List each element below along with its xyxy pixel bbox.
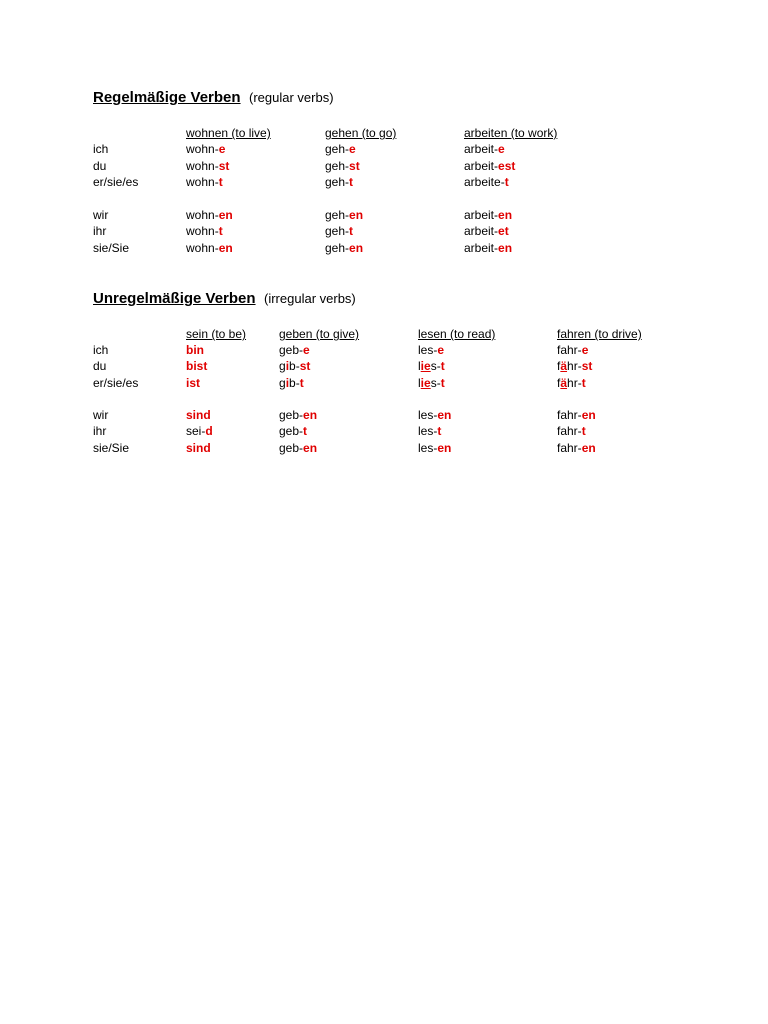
verb-stem: arbeit-	[464, 241, 499, 255]
verb-stem: wohn-	[186, 175, 219, 189]
verb-ending: e	[303, 343, 310, 357]
regular-pronoun: er/sie/es	[93, 175, 139, 189]
verb-ending: ie	[420, 359, 431, 373]
regular-verbs-subtitle: (regular verbs)	[249, 90, 334, 105]
regular-verbs-title: Regelmäßige Verben	[93, 89, 241, 106]
irregular-column-header: geben (to give)	[279, 327, 360, 341]
irregular-conjugation-cell	[418, 359, 445, 373]
irregular-pronoun: ihr	[93, 424, 107, 438]
verb-stem: b-	[289, 359, 300, 373]
verb-stem: l	[418, 359, 421, 373]
verb-ending: t	[218, 224, 223, 238]
verb-ending: t	[349, 175, 354, 189]
irregular-conjugation-cell	[557, 359, 592, 373]
verb-ending: en	[303, 408, 318, 422]
verb-ending: sind	[186, 408, 211, 422]
verb-ending: en	[498, 208, 513, 222]
regular-conjugation-cell	[325, 224, 353, 238]
verb-ending: en	[303, 441, 318, 455]
verb-stem: arbeit-	[464, 224, 499, 238]
verb-stem: les-	[418, 424, 438, 438]
regular-conjugation-cell	[186, 208, 233, 222]
verb-stem: geb-	[279, 424, 304, 438]
verb-ending: i	[285, 376, 290, 390]
regular-conjugation-cell	[464, 142, 505, 156]
verb-stem: geb-	[279, 408, 304, 422]
irregular-conjugation-cell	[279, 359, 310, 373]
irregular-verbs-title: Unregelmäßige Verben	[93, 290, 256, 307]
verb-ending: st	[581, 359, 593, 373]
regular-pronoun: ihr	[93, 224, 107, 238]
verb-stem: wohn-	[186, 224, 219, 238]
verb-stem: fahr-	[557, 408, 582, 422]
irregular-pronoun: wir	[93, 408, 109, 422]
irregular-conjugation-cell	[557, 424, 586, 438]
regular-conjugation-cell	[464, 241, 512, 255]
verb-ending: i	[285, 359, 290, 373]
verb-ending: en	[349, 241, 364, 255]
verb-ending: bin	[186, 343, 204, 357]
irregular-conjugation-cell	[557, 441, 596, 455]
verb-stem: geh-	[325, 142, 350, 156]
verb-ending: t	[581, 424, 586, 438]
verb-ending: t	[218, 175, 223, 189]
regular-conjugation-cell	[186, 241, 233, 255]
irregular-column-header: lesen (to read)	[418, 327, 496, 341]
irregular-pronoun: ich	[93, 343, 109, 357]
verb-ending: ie	[420, 376, 431, 390]
verb-ending: t	[349, 224, 354, 238]
irregular-conjugation-cell	[186, 343, 204, 357]
verb-stem: les-	[418, 343, 438, 357]
verb-stem: l	[418, 376, 421, 390]
irregular-column-header: fahren (to drive)	[557, 327, 642, 341]
irregular-conjugation-cell	[279, 424, 307, 438]
verb-stem: arbeit-	[464, 142, 499, 156]
regular-conjugation-cell	[464, 175, 509, 189]
verb-stem: geh-	[325, 159, 350, 173]
irregular-conjugation-cell	[279, 408, 317, 422]
regular-pronoun: du	[93, 159, 107, 173]
irregular-conjugation-cell	[279, 376, 304, 390]
irregular-conjugation-cell	[279, 343, 310, 357]
irregular-verbs-heading	[93, 290, 356, 308]
verb-stem: geb-	[279, 343, 304, 357]
verb-ending: en	[498, 241, 513, 255]
regular-conjugation-cell	[325, 175, 353, 189]
verb-ending: en	[349, 208, 364, 222]
regular-conjugation-cell	[325, 159, 360, 173]
verb-ending: t	[437, 424, 442, 438]
verb-ending: t	[303, 424, 308, 438]
verb-ending: en	[437, 441, 452, 455]
regular-conjugation-cell	[464, 208, 512, 222]
regular-conjugation-cell	[186, 159, 229, 173]
regular-column-header: arbeiten (to work)	[464, 126, 558, 140]
verb-stem: b-	[289, 376, 300, 390]
verb-ending: en	[437, 408, 452, 422]
verb-ending: en	[218, 208, 233, 222]
verb-ending: t	[504, 175, 509, 189]
verb-stem: fahr-	[557, 424, 582, 438]
irregular-conjugation-cell	[418, 441, 451, 455]
regular-conjugation-cell	[325, 208, 363, 222]
verb-stem: hr-	[567, 376, 582, 390]
irregular-conjugation-cell	[186, 424, 213, 438]
irregular-conjugation-cell	[557, 376, 586, 390]
verb-ending: e	[437, 343, 445, 357]
verb-stem: wohn-	[186, 241, 219, 255]
verb-ending: st	[349, 159, 360, 173]
verb-ending: d	[205, 424, 213, 438]
verb-stem: f	[557, 376, 561, 390]
regular-column-header: wohnen (to live)	[186, 126, 271, 140]
verb-ending: bist	[186, 359, 208, 373]
verb-ending: en	[581, 408, 596, 422]
irregular-verbs-subtitle: (irregular verbs)	[264, 291, 356, 306]
verb-stem: arbeit-	[464, 208, 499, 222]
verb-stem: sei-	[186, 424, 206, 438]
regular-column-header: gehen (to go)	[325, 126, 397, 140]
verb-ending: t	[299, 376, 304, 390]
irregular-pronoun: er/sie/es	[93, 376, 139, 390]
verb-stem: geh-	[325, 224, 350, 238]
irregular-conjugation-cell	[418, 376, 445, 390]
verb-stem: geb-	[279, 441, 304, 455]
regular-pronoun: ich	[93, 142, 109, 156]
verb-ending: sind	[186, 441, 211, 455]
verb-stem: geh-	[325, 175, 350, 189]
irregular-conjugation-cell	[186, 376, 200, 390]
irregular-conjugation-cell	[557, 343, 588, 357]
verb-ending: est	[498, 159, 516, 173]
verb-ending: st	[218, 159, 230, 173]
verb-ending: en	[581, 441, 596, 455]
verb-stem: wohn-	[186, 159, 219, 173]
irregular-column-header: sein (to be)	[186, 327, 247, 341]
verb-ending: e	[349, 142, 356, 156]
verb-stem: les-	[418, 441, 438, 455]
regular-conjugation-cell	[186, 175, 223, 189]
regular-conjugation-cell	[325, 142, 356, 156]
regular-conjugation-cell	[325, 241, 363, 255]
verb-ending: t	[440, 376, 445, 390]
irregular-conjugation-cell	[557, 408, 596, 422]
regular-verbs-heading	[93, 89, 334, 107]
verb-ending: e	[218, 142, 226, 156]
irregular-pronoun: du	[93, 359, 107, 373]
verb-ending: t	[581, 376, 586, 390]
verb-stem: g	[279, 376, 286, 390]
verb-ending: et	[498, 224, 509, 238]
irregular-conjugation-cell	[186, 359, 207, 373]
irregular-conjugation-cell	[418, 343, 444, 357]
verb-stem: geh-	[325, 208, 350, 222]
regular-pronoun: wir	[93, 208, 109, 222]
verb-ending: ä	[560, 376, 568, 390]
verb-stem: hr-	[567, 359, 582, 373]
verb-ending: st	[299, 359, 311, 373]
verb-stem: s-	[430, 376, 441, 390]
verb-ending: e	[498, 142, 505, 156]
verb-stem: fahr-	[557, 343, 582, 357]
verb-ending: t	[440, 359, 445, 373]
irregular-conjugation-cell	[279, 441, 317, 455]
verb-ending: ist	[186, 376, 201, 390]
verb-stem: wohn-	[186, 208, 219, 222]
verb-stem: arbeit-	[464, 159, 499, 173]
verb-ending: en	[218, 241, 233, 255]
irregular-conjugation-cell	[418, 424, 441, 438]
verb-ending: ä	[560, 359, 568, 373]
verb-stem: arbeite-	[464, 175, 505, 189]
regular-conjugation-cell	[464, 224, 509, 238]
verb-stem: fahr-	[557, 441, 582, 455]
regular-conjugation-cell	[464, 159, 515, 173]
verb-stem: g	[279, 359, 286, 373]
verb-stem: f	[557, 359, 561, 373]
regular-conjugation-cell	[186, 142, 225, 156]
regular-pronoun: sie/Sie	[93, 241, 130, 255]
regular-conjugation-cell	[186, 224, 223, 238]
verb-stem: geh-	[325, 241, 350, 255]
irregular-conjugation-cell	[186, 408, 211, 422]
verb-stem: wohn-	[186, 142, 219, 156]
verb-ending: e	[581, 343, 589, 357]
irregular-pronoun: sie/Sie	[93, 441, 130, 455]
verb-stem: les-	[418, 408, 438, 422]
verb-stem: s-	[430, 359, 441, 373]
irregular-conjugation-cell	[418, 408, 451, 422]
irregular-conjugation-cell	[186, 441, 211, 455]
